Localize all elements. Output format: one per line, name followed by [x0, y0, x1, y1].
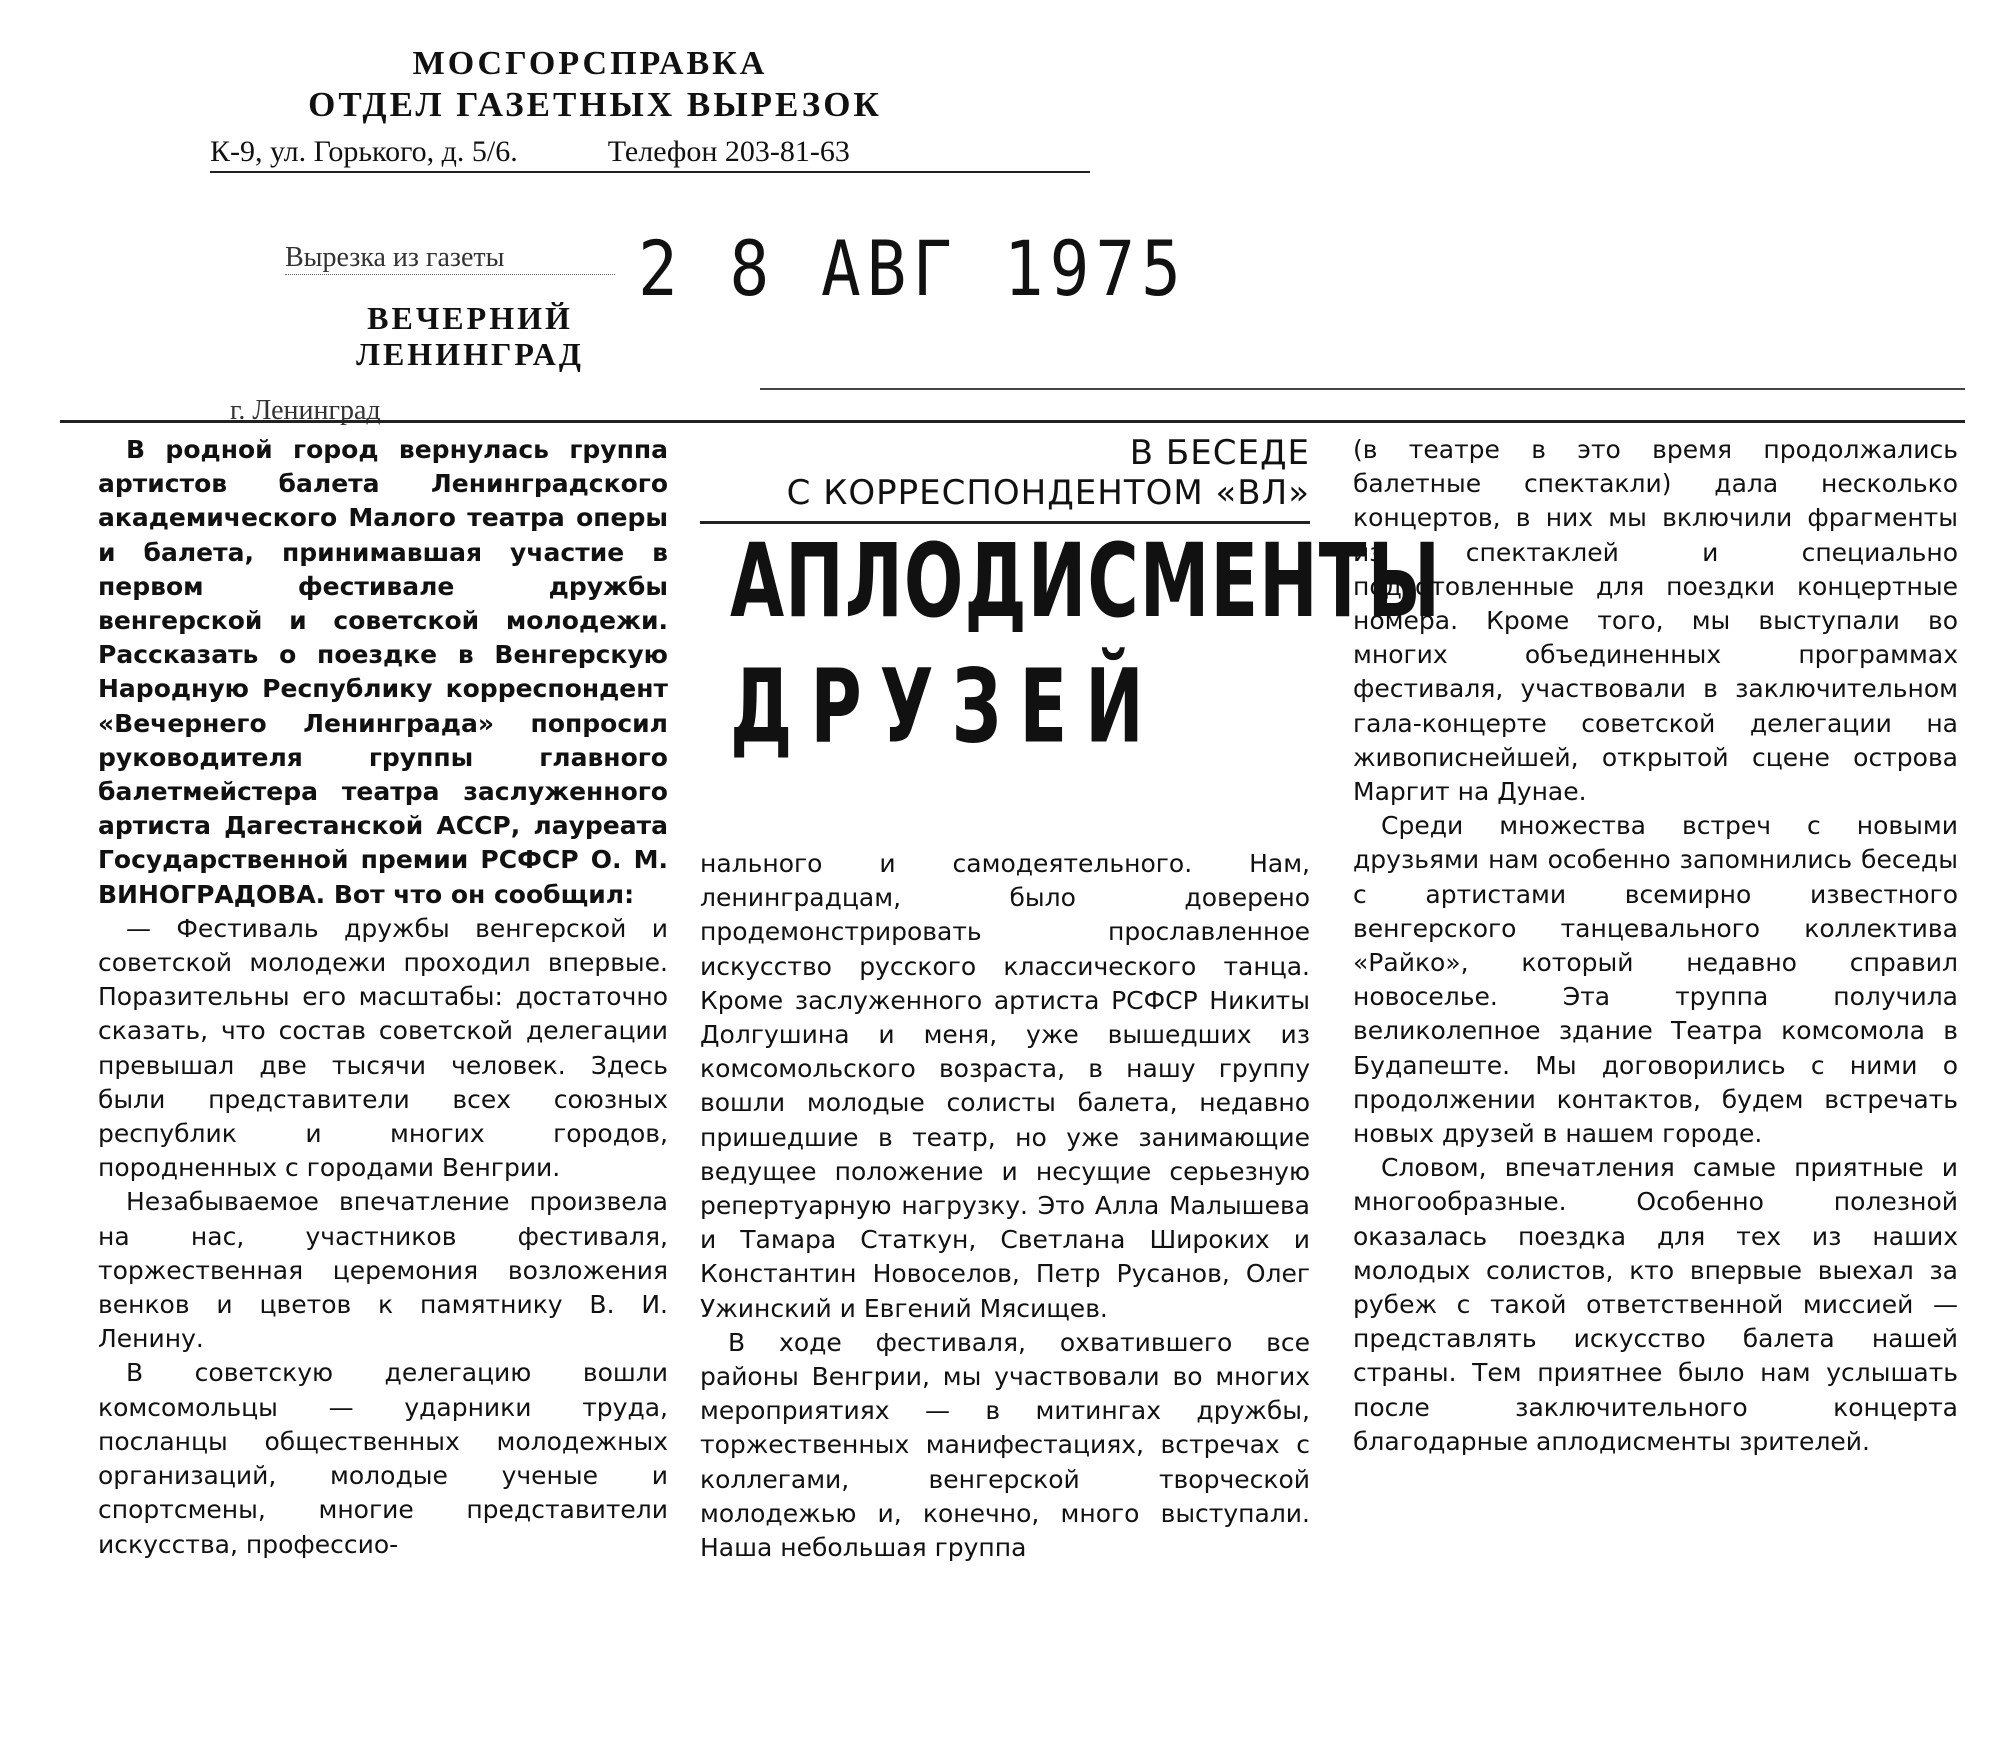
headline-line-1: АПЛОДИСМЕНТЫ: [730, 521, 1442, 641]
rubric-line-1: В БЕСЕДЕ: [1129, 433, 1310, 473]
archive-stamp: [210, 45, 1110, 173]
column-2-body: [700, 847, 1310, 1565]
article-paragraph: Среди множества встреч с новыми друзьями нам особенно запомнились беседы с артистами всемирно известного венгерского танцевального коллектива «Райко», который недавно справил новоселье. Эта труппа получила великолепное здание Театра комсомола в Будапеште. Мы договорились с ними о продолжении контактов, будем встречать новых друзей в нашем городе.: [1353, 811, 1958, 1149]
headline-line-2: ДРУЗЕЙ: [730, 647, 1162, 767]
stamp-address: К-9, ул. Горького, д. 5/6.: [210, 135, 518, 168]
article-top-rule: [60, 420, 1965, 423]
newspaper-name-line1: ВЕЧЕРНИЙ: [367, 300, 573, 336]
rubric-line-2: С КОРРЕСПОНДЕНТОМ «ВЛ»: [786, 473, 1310, 513]
stamp-department: ОТДЕЛ ГАЗЕТНЫХ ВЫРЕЗОК: [308, 85, 882, 124]
stamp-agency: МОСГОРСПРАВКА: [412, 45, 768, 82]
article-paragraph: нального и самодеятельного. Нам, ленинградцам, было доверено продемонстрировать прославленное искусство русского классического танца. Кроме заслуженного артиста РСФСР Никиты Долгушина и меня, уже вышедших из комсомольского возраста, в нашу группу вошли молодые солисты балета, недавно пришедшие в театр, но уже занимающие ведущее положение и несущие серьезную репертуарную нагрузку. Это Алла Малышева и Тамара Статкун, Светлана Широких и Константин Новоселов, Петр Русанов, Олег Ужинский и Евгений Мясищев.: [700, 849, 1310, 1323]
article-paragraph: (в театре в это время продолжались балетные спектакли) дала несколько концертов, в них мы включили фрагменты из спектаклей и специально подготовленные для поездки концертные номера. Кроме того, мы выступали во многих объединенных программах фестиваля, участвовали в заключительном гала-концерте советской делегации на живописнейшей, открытой сцене острова Маргит на Дунае.: [1353, 435, 1958, 807]
article-paragraph: Незабываемое впечатление произвела на нас, участников фестиваля, торжественная церемония возложения венков и цветов к памятнику В. И. Ленину.: [98, 1187, 668, 1354]
article-paragraph: Словом, впечатления самые приятные и многообразные. Особенно полезной оказалась поездка для тех из наших молодых солистов, кто впервые выехал за рубеж с такой ответственной миссией — представлять искусство балета нашей страны. Тем приятнее было нам услышать после заключительного концерта благодарные аплодисменты зрителей.: [1353, 1153, 1958, 1456]
article-rubric: [700, 433, 1310, 524]
article-lead: В родной город вернулась группа артистов балета Ленинградского академического Малого театра оперы и балета, принимавшая участие в первом фестивале дружбы венгерской и советской молодежи. Рассказать о поездке в Венгерскую Народную Республику корреспондент «Вечернего Ленинграда» попросил руководителя группы главного балетмейстера театра заслуженного артиста Дагестанской АССР, лауреата Государственной премии РСФСР О. М. ВИНОГРАДОВА. Вот что он сообщил:: [98, 435, 668, 909]
article-column-2: [700, 433, 1442, 1565]
clipping-date-stamp: 2 8 АВГ 1975: [638, 225, 1187, 314]
clipping-label: Вырезка из газеты: [285, 242, 615, 275]
stamp-address-line: [210, 135, 1090, 173]
header-divider: [760, 388, 1965, 390]
article-column-1: [98, 433, 668, 1562]
article-column-3: [1353, 433, 1958, 1459]
article-paragraph: В советскую делегацию вошли комсомольцы — ударники труда, посланцы общественных молодежных организаций, молодые ученые и спортсмены, многие представители искусства, профессио-: [98, 1358, 668, 1559]
article-paragraph: В ходе фестиваля, охватившего все районы Венгрии, мы участвовали во многих мероприятиях — в митингах дружбы, торжественных манифестациях, встречах с коллегами, венгерской творческой молодежью и, конечно, много выступали. Наша небольшая группа: [700, 1327, 1310, 1563]
newspaper-name-line2: ЛЕНИНГРАД: [356, 336, 584, 372]
stamp-phone: Телефон 203-81-63: [607, 135, 850, 168]
article-paragraph: — Фестиваль дружбы венгерской и советской молодежи проходил впервые. Поразительны его масштабы: достаточно сказать, что состав советской делегации превышал две тысячи человек. Здесь были представители всех союзных республик и многих городов, породненных с городами Венгрии.: [98, 913, 668, 1183]
newspaper-city: г. Ленинград: [230, 395, 381, 426]
newspaper-name: [320, 300, 620, 372]
